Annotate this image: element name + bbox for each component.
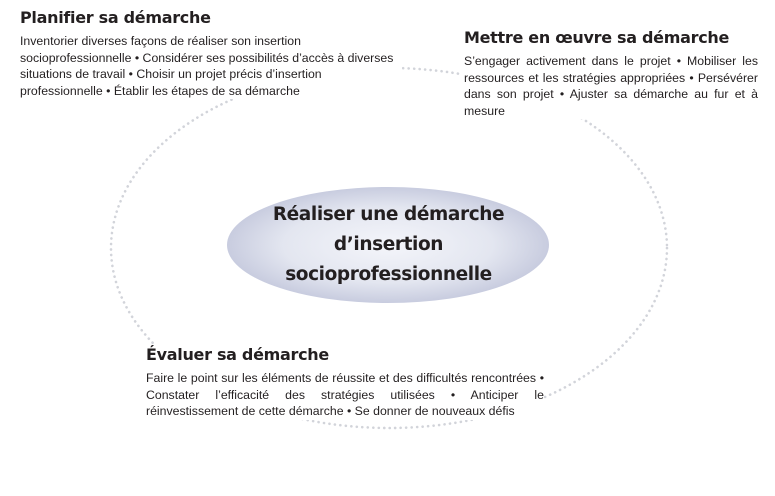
step-execute-title: Mettre en œuvre sa démarche bbox=[464, 28, 730, 47]
step-evaluate-title: Évaluer sa démarche bbox=[146, 345, 329, 364]
step-execute-text: S’engager activement dans le projet • Mobiliser les ressources et les stratégies appropriées • Persévérer dans son projet • Ajuster sa démarche au fur et à mesure bbox=[464, 54, 758, 118]
step-evaluate-text: Faire le point sur les éléments de réussite et des difficultés rencontrées • Constater l’efficacité des stratégies utilisées • Anticiper le réinvestissement de cette démarche • Se donner de nouveaux défis bbox=[146, 371, 544, 418]
step-plan bbox=[20, 8, 402, 99]
step-plan-text: Inventorier diverses façons de réaliser son insertion socioprofessionnelle • Considérer ses possibilités d’accès à diverses situations de travail • Choisir un projet précis d’insertion professionnelle • Établir les étapes de sa démarche bbox=[20, 34, 394, 98]
step-plan-title: Planifier sa démarche bbox=[20, 8, 211, 27]
center-label-box bbox=[226, 186, 551, 304]
center-title: Réaliser une démarche d’insertion socioprofessionnelle bbox=[272, 204, 505, 285]
step-execute bbox=[460, 28, 758, 119]
step-evaluate bbox=[144, 345, 544, 420]
